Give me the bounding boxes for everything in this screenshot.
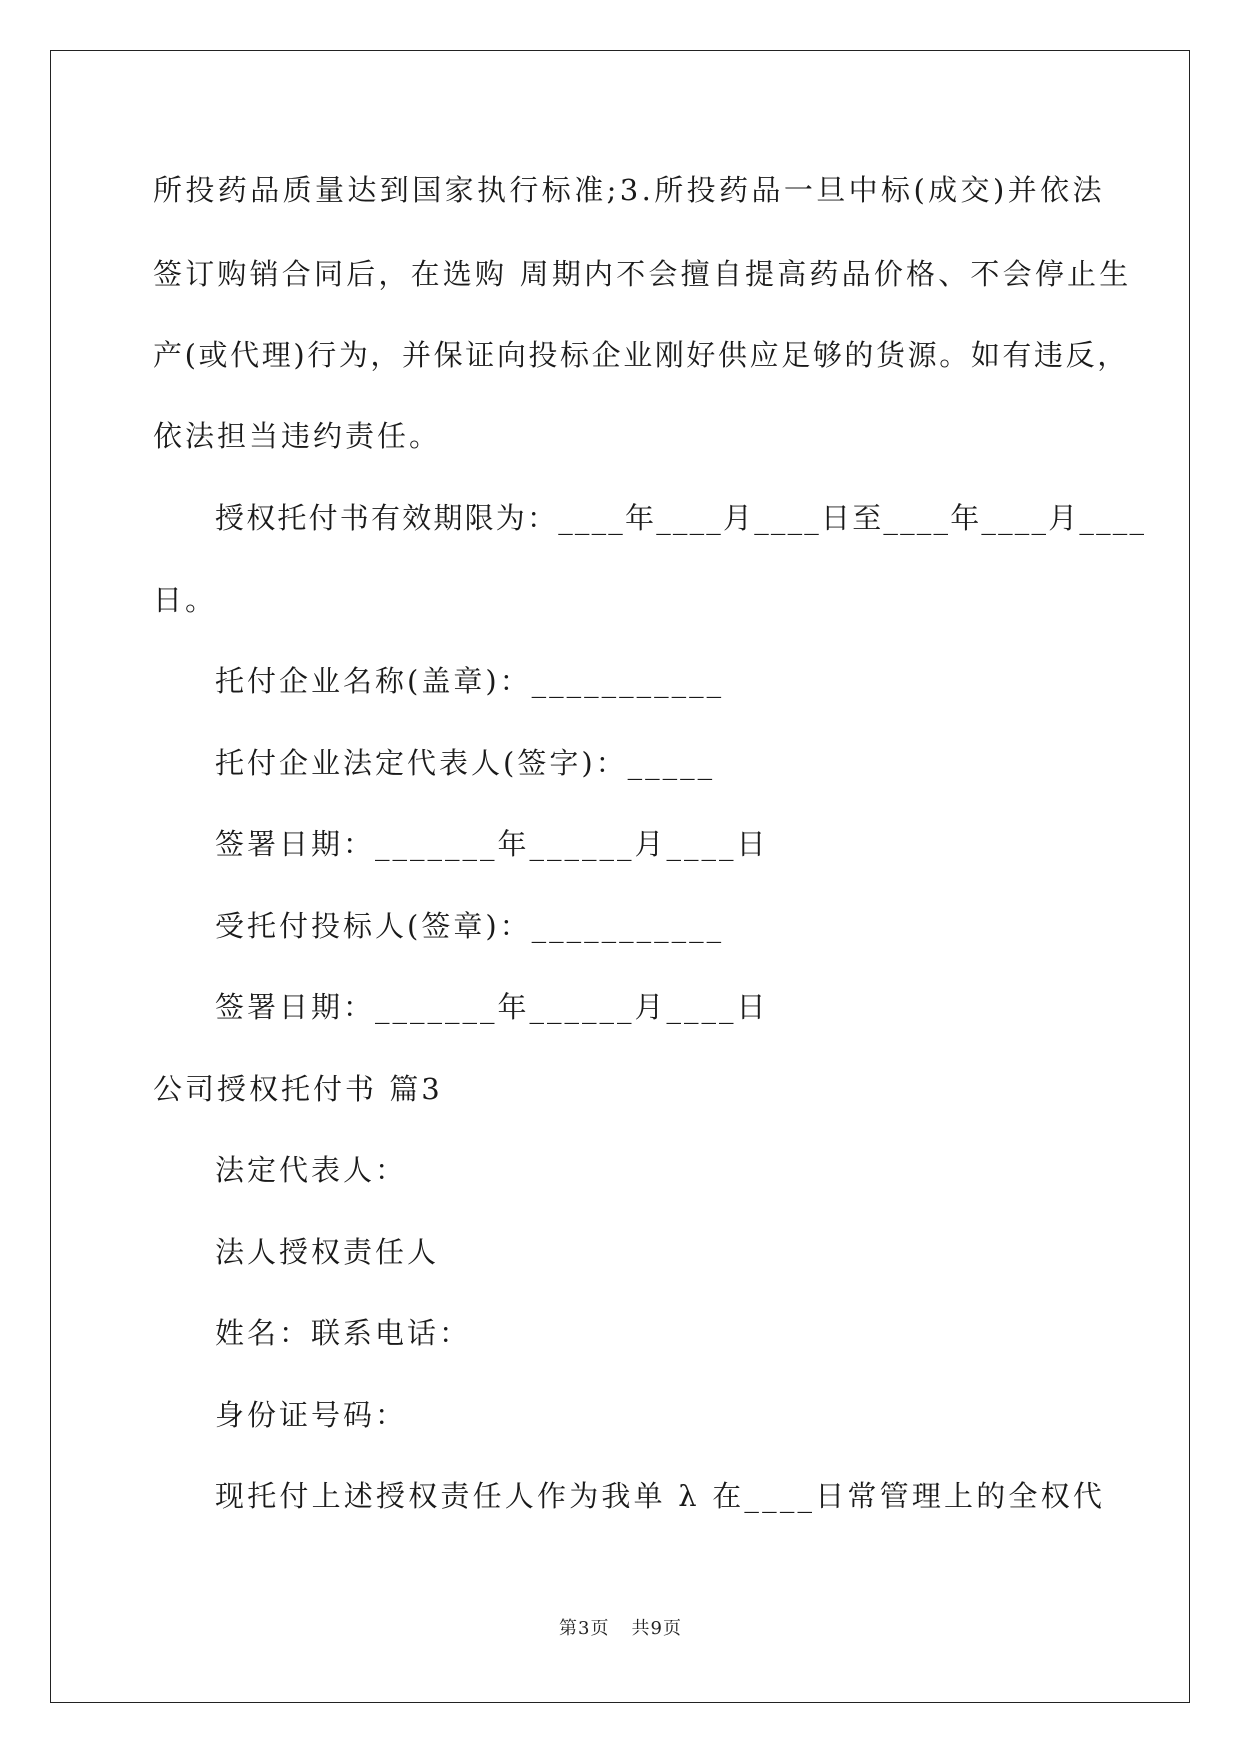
name-phone-label: 姓名：联系电话： [215, 1316, 472, 1350]
signing-date-field: 签署日期：_______年______月____日 [215, 827, 769, 861]
page-number: 第3页 [559, 1618, 610, 1639]
page-footer [0, 1614, 1241, 1640]
body-line: 所投药品质量达到国家执行标准;3.所投药品一旦中标(成交)并依法 [153, 173, 1105, 207]
page-border [50, 50, 1190, 1703]
body-line: 日。 [153, 583, 218, 617]
id-number-label: 身份证号码： [215, 1398, 408, 1432]
body-line: 依法担当违约责任。 [153, 419, 442, 453]
section-heading: 公司授权托付书 篇3 [153, 1072, 443, 1106]
entrusted-bidder-field: 受托付投标人(签章)：___________ [215, 909, 725, 943]
entrusting-company-name-field: 托付企业名称(盖章)：___________ [215, 664, 725, 698]
legal-representative-signature-field: 托付企业法定代表人(签字)：_____ [215, 746, 716, 780]
validity-period-line: 授权托付书有效期限为：____年____月____日至____年____月____ [215, 501, 1147, 535]
authorized-person-label: 法人授权责任人 [215, 1235, 440, 1269]
signing-date-field: 签署日期：_______年______月____日 [215, 990, 769, 1024]
body-line: 产(或代理)行为，并保证向投标企业刚好供应足够的货源。如有违反， [153, 338, 1129, 372]
body-line: 签订购销合同后，在选购 周期内不会擅自提高药品价格、不会停止生 [153, 257, 1132, 291]
page-total: 共9页 [631, 1618, 682, 1639]
legal-representative-label: 法定代表人： [215, 1153, 408, 1187]
body-line: 现托付上述授权责任人作为我单 λ 在____日常管理上的全权代 [215, 1479, 1106, 1513]
